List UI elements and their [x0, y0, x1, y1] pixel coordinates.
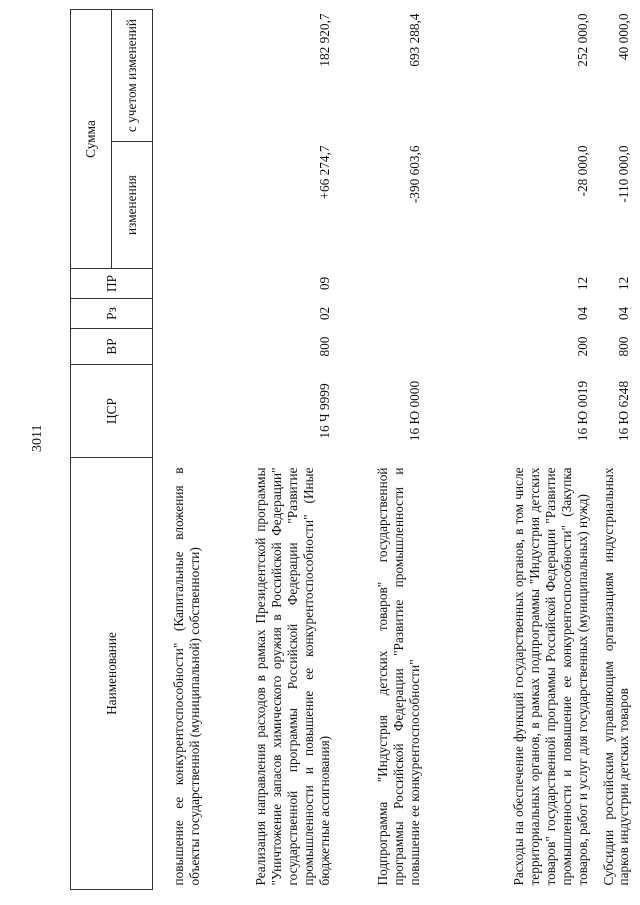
row-csr: 16 Ю 0000 — [406, 380, 422, 442]
row-csr: 16 Ю 6248 — [616, 380, 632, 442]
row-csr: 16 Ч 9999 — [316, 383, 332, 439]
table-row — [431, 10, 599, 890]
row-vr: 200 — [574, 336, 590, 357]
budget-table — [70, 9, 640, 890]
row-name: Расходы на обеспечение функций государственных органов, в том числе территориальных органов, в рамках подпрограммы "Индустрия детских товаров" государственной программы Российской Федерации "Развитие промышленности и повышение ее конкурентоспособности" (Закупка товаров, работ и услуг для государственных (муниципальных) нужд) — [510, 467, 590, 886]
row-rz — [341, 299, 431, 329]
table-row — [211, 10, 341, 890]
row-total: 40 000,0 — [616, 13, 632, 61]
row-vr — [153, 329, 211, 365]
page-number: 3011 — [30, 424, 45, 452]
header-pr: ПР — [71, 269, 153, 299]
header-csr: ЦСР — [71, 365, 153, 458]
row-total: 252 000,0 — [574, 13, 590, 67]
row-change: -390 603,6 — [406, 145, 422, 204]
row-pr: 12 — [574, 276, 590, 291]
row-rz — [153, 299, 211, 329]
header-sum: Сумма — [71, 10, 112, 269]
row-name: Субсидии российским управляющим организациям индустриальных парков индустрии детских товаров — [600, 467, 632, 886]
row-pr — [341, 269, 431, 299]
row-rz: 02 — [316, 306, 332, 321]
row-change: -110 000,0 — [616, 145, 632, 203]
row-pr — [153, 269, 211, 299]
row-pr: 12 — [616, 276, 632, 291]
header-rz: Рз — [71, 299, 153, 329]
row-name: Подпрограмма "Индустрия детских товаров" государственной программы Российской Федерации "Развитие промышленности и повышение ее конкурентоспособности" — [374, 467, 422, 886]
row-change: +66 274,7 — [316, 145, 332, 200]
row-name: Реализация направления расходов в рамках Президентской программы "Уничтожение запасов химического оружия в Российской Федерации" государственной программы Российской Федерации "Развитие промышленности и повышение ее конкурентоспособности" (Иные бюджетные ассигнования) — [252, 467, 332, 886]
row-total: 693 288,4 — [406, 13, 422, 67]
header-vr: ВР — [71, 329, 153, 365]
row-total — [153, 10, 211, 142]
table-row — [341, 10, 431, 890]
row-change — [153, 142, 211, 269]
row-vr — [341, 329, 431, 365]
row-change: -28 000,0 — [574, 145, 590, 197]
table-row — [599, 10, 640, 890]
header-with-change: с учетом изменений — [112, 10, 153, 142]
row-rz: 04 — [616, 306, 632, 321]
header-change: изменения — [112, 142, 153, 269]
row-total: 182 920,7 — [316, 13, 332, 67]
row-name: повышение ее конкурентоспособности" (Капитальные вложения в объекты государственной (муниципальной) собственности) — [170, 467, 202, 886]
table-row — [153, 10, 211, 890]
row-pr: 09 — [316, 276, 332, 291]
row-vr: 800 — [316, 336, 332, 357]
row-csr — [153, 365, 211, 458]
row-vr: 800 — [616, 336, 632, 357]
budget-table-sheet — [70, 10, 632, 890]
header-name: Наименование — [71, 458, 153, 890]
row-rz: 04 — [574, 306, 590, 321]
row-csr: 16 Ю 0019 — [574, 380, 590, 442]
